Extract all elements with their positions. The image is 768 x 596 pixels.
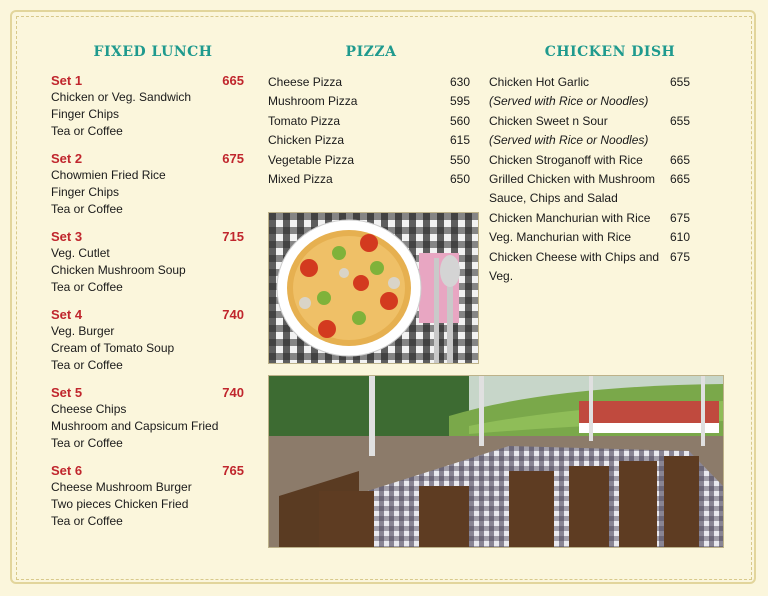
item-name: Sauce, Chips and Salad — [489, 191, 618, 206]
set-item: Tea or Coffee — [51, 358, 123, 372]
set-name: Set 6 — [51, 463, 83, 478]
chicken-dish-heading: CHICKEN DISH — [544, 44, 676, 60]
set-name: Set 2 — [51, 151, 83, 166]
set-price: 765 — [222, 463, 244, 478]
item-name: Chicken Pizza — [268, 133, 345, 148]
menu-row — [489, 228, 690, 247]
item-name: Chicken Sweet n Sour — [489, 113, 608, 128]
set-name: Set 5 — [51, 385, 83, 400]
item-name: Vegetable Pizza — [268, 152, 355, 167]
menu-row — [489, 189, 690, 208]
fixed-lunch-list — [51, 72, 244, 540]
item-name: Mixed Pizza — [268, 172, 333, 187]
lunch-set — [51, 384, 244, 452]
lunch-set — [51, 306, 244, 374]
set-price: 715 — [222, 229, 244, 244]
serving-note: (Served with Rice or Noodles) — [489, 94, 649, 109]
item-price — [668, 189, 690, 208]
set-item: Cream of Tomato Soup — [51, 341, 175, 355]
lunch-set — [51, 228, 244, 296]
menu-row — [268, 92, 470, 111]
item-name: Tomato Pizza — [268, 113, 341, 128]
set-item: Tea or Coffee — [51, 514, 123, 528]
item-name: Grilled Chicken with Mushroom — [489, 172, 656, 187]
item-price: 630 — [449, 75, 470, 89]
item-price: 560 — [449, 113, 470, 128]
item-price: 665 — [669, 152, 690, 167]
set-name: Set 4 — [51, 307, 83, 322]
lunch-set — [51, 72, 244, 140]
item-price: 595 — [449, 94, 470, 109]
set-name: Set 3 — [51, 229, 83, 244]
set-item: Chowmien Fried Rice — [51, 168, 166, 182]
set-price: 665 — [222, 73, 244, 88]
item-price: 550 — [449, 152, 470, 167]
set-item: Chicken Mushroom Soup — [51, 263, 186, 277]
item-price: 655 — [669, 75, 690, 89]
set-item: Tea or Coffee — [51, 280, 123, 294]
set-price: 740 — [222, 307, 244, 322]
serving-note: (Served with Rice or Noodles) — [489, 133, 649, 148]
item-name: Cheese Pizza — [268, 75, 343, 89]
menu-row — [489, 73, 690, 92]
pizza-heading: PIZZA — [345, 44, 397, 60]
set-item: Tea or Coffee — [51, 124, 123, 138]
item-price: 665 — [669, 172, 690, 187]
item-price: 675 — [669, 249, 690, 264]
menu-row — [489, 170, 690, 189]
item-price: 610 — [669, 230, 690, 245]
menu-row — [268, 170, 470, 189]
item-name: Chicken Cheese with Chips and Veg. — [489, 249, 660, 284]
menu-row — [268, 73, 470, 92]
lunch-set — [51, 462, 244, 530]
fixed-lunch-heading: FIXED LUNCH — [93, 44, 213, 60]
set-price: 675 — [222, 151, 244, 166]
menu-row — [268, 151, 470, 170]
set-item: Tea or Coffee — [51, 436, 123, 450]
lunch-set — [51, 150, 244, 218]
set-item: Finger Chips — [51, 107, 120, 121]
menu-row — [489, 209, 690, 228]
set-item: Cheese Chips — [51, 402, 127, 416]
set-item: Two pieces Chicken Fried — [51, 497, 189, 511]
dining-terrace-photo — [268, 375, 724, 548]
item-name: Mushroom Pizza — [268, 94, 358, 109]
set-price: 740 — [222, 385, 244, 400]
item-name: Chicken Stroganoff with Rice — [489, 152, 643, 167]
set-item: Veg. Burger — [51, 324, 115, 338]
set-item: Finger Chips — [51, 185, 120, 199]
item-price: 615 — [449, 133, 470, 148]
menu-row — [268, 112, 470, 131]
item-name: Chicken Hot Garlic — [489, 75, 590, 89]
item-price: 655 — [669, 113, 690, 128]
menu-row — [489, 248, 690, 287]
pizza-illustration — [269, 213, 478, 363]
set-item: Veg. Cutlet — [51, 246, 110, 260]
set-item: Mushroom and Capsicum Fried — [51, 419, 219, 433]
menu-row — [489, 151, 690, 170]
pizza-list — [268, 73, 470, 189]
item-name: Veg. Manchurian with Rice — [489, 230, 632, 245]
item-price: 675 — [669, 210, 690, 225]
set-item: Tea or Coffee — [51, 202, 123, 216]
menu-row — [489, 112, 690, 131]
item-name: Chicken Manchurian with Rice — [489, 210, 651, 225]
set-item: Chicken or Veg. Sandwich — [51, 90, 192, 104]
set-name: Set 1 — [51, 73, 83, 88]
chicken-dish-list — [489, 73, 690, 286]
pizza-photo — [268, 212, 479, 364]
item-price: 650 — [449, 172, 470, 187]
menu-row — [268, 131, 470, 150]
set-item: Cheese Mushroom Burger — [51, 480, 192, 494]
dining-terrace-illustration — [269, 376, 723, 547]
